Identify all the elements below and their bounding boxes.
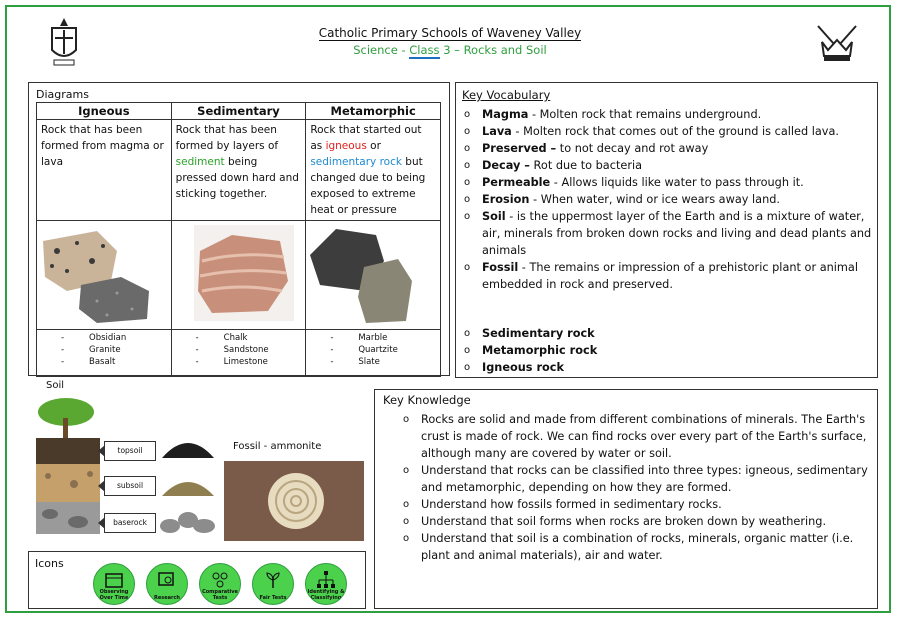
- key-vocabulary-title: Key Vocabulary: [462, 88, 551, 102]
- rock-type-item: o Sedimentary rock: [462, 325, 872, 342]
- knowledge-item: o Understand that soil is a combination of rocks, minerals, organic matter (i.e. plant and animal materials), air and water.: [401, 530, 868, 564]
- rock-types-table: [36, 102, 441, 377]
- list-item: - Chalk: [190, 332, 302, 344]
- igneous-header: Igneous: [37, 103, 172, 120]
- key-vocabulary: [462, 88, 872, 376]
- list-item: - Quartzite: [324, 344, 436, 356]
- list-item: - Slate: [324, 356, 436, 368]
- people-icon: Comparative Tests: [199, 563, 241, 605]
- igneous-examples: [37, 330, 172, 377]
- icons-row: [93, 563, 347, 605]
- igneous-rock-image: [37, 221, 172, 330]
- vocab-item: o Decay – Rot due to bacteria: [462, 157, 872, 174]
- list-item: - Limestone: [190, 356, 302, 368]
- sedimentary-rock-image: [171, 221, 306, 330]
- list-item: - Obsidian: [55, 332, 167, 344]
- soil-label: Soil: [46, 380, 65, 391]
- subsoil-pile-image: [160, 470, 216, 498]
- knowledge-item: o Understand that soil forms when rocks are broken down by weathering.: [401, 513, 868, 530]
- sedimentary-description: Rock that has been formed by layers of sediment being pressed down hard and sticking together.: [171, 120, 306, 221]
- tree-diagram-icon: Identifying & Classifying: [305, 563, 347, 605]
- metamorphic-description: Rock that started out as igneous or sedimentary rock but changed due to being exposed to extreme heat or pressure: [306, 120, 441, 221]
- igneous-description: Rock that has been formed from magma or lava: [37, 120, 172, 221]
- plant-icon: Fair Tests: [252, 563, 294, 605]
- vocab-item: o Magma - Molten rock that remains underground.: [462, 106, 872, 123]
- rock-type-item: o Igneous rock: [462, 359, 872, 376]
- vocab-item: o Permeable - Allows liquids like water to pass through it.: [462, 174, 872, 191]
- key-knowledge-title: Key Knowledge: [383, 393, 471, 407]
- calendar-icon: Observing Over Time: [93, 563, 135, 605]
- key-knowledge: [383, 393, 868, 564]
- list-item: - Granite: [55, 344, 167, 356]
- rock-type-item: o Metamorphic rock: [462, 342, 872, 359]
- sedimentary-header: Sedimentary: [171, 103, 306, 120]
- metamorphic-examples: [306, 330, 441, 377]
- knowledge-item: o Understand how fossils formed in sedimentary rocks.: [401, 496, 868, 513]
- list-item: - Marble: [324, 332, 436, 344]
- metamorphic-header: Metamorphic: [306, 103, 441, 120]
- baserock-pile-image: [158, 506, 218, 534]
- knowledge-item: o Rocks are solid and made from different combinations of minerals. The Earth's crust is made of rock. We can find rocks over every part of the Earth's surface, although many are covered by water or soil.: [401, 411, 868, 462]
- vocab-item: o Preserved – to not decay and rot away: [462, 140, 872, 157]
- topsoil-pile-image: [160, 432, 216, 460]
- list-item: - Basalt: [55, 356, 167, 368]
- diagrams-label: Diagrams: [36, 88, 89, 101]
- icons-label: Icons: [35, 557, 64, 570]
- vocab-item: o Lava - Molten rock that comes out of the ground is called lava.: [462, 123, 872, 140]
- fossil-label: Fossil - ammonite: [233, 441, 322, 452]
- knowledge-item: o Understand that rocks can be classified into three types: igneous, sedimentary and metamorphic, depending on how they are formed.: [401, 462, 868, 496]
- subsoil-tag: subsoil: [104, 476, 156, 496]
- list-item: - Sandstone: [190, 344, 302, 356]
- page-subtitle: Science - Class 3 – Rocks and Soil: [353, 43, 547, 57]
- research-icon: Research: [146, 563, 188, 605]
- soil-diagram: [34, 396, 104, 536]
- topsoil-tag: topsoil: [104, 441, 156, 461]
- school-crest-logo: [44, 16, 84, 68]
- vocab-item: o Soil - is the uppermost layer of the Earth and is a mixture of water, air, minerals from broken down rocks and living and dead plants and animals: [462, 208, 872, 259]
- ammonite-fossil-image: [224, 461, 364, 541]
- vocab-item: o Erosion - When water, wind or ice wears away land.: [462, 191, 872, 208]
- school-title: Catholic Primary Schools of Waveney Valley: [318, 26, 582, 40]
- metamorphic-rock-image: [306, 221, 441, 330]
- baserock-tag: baserock: [104, 513, 156, 533]
- vocab-item: o Fossil - The remains or impression of a prehistoric plant or animal embedded in rock and preserved.: [462, 259, 872, 293]
- sedimentary-examples: [171, 330, 306, 377]
